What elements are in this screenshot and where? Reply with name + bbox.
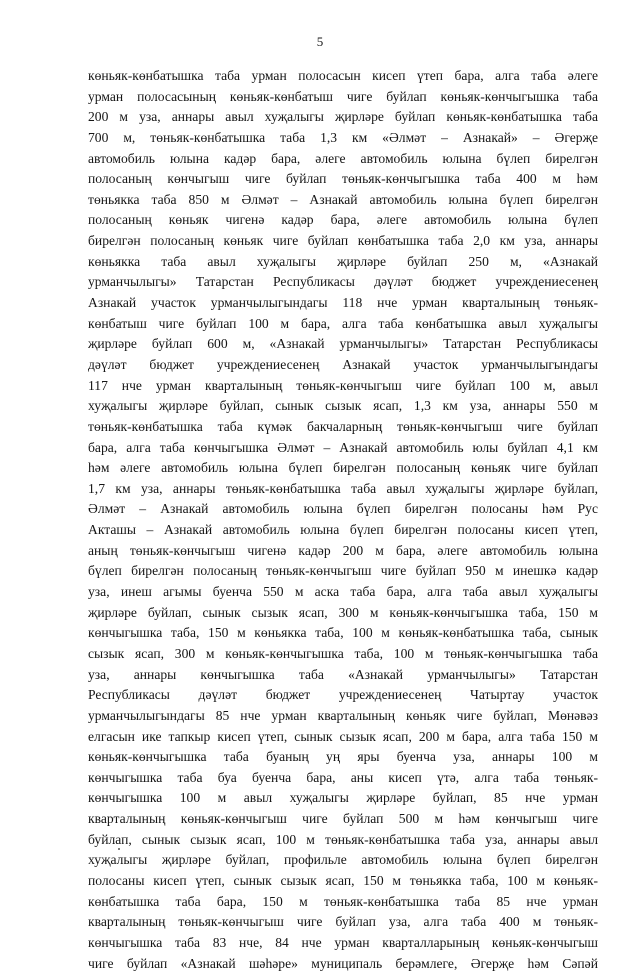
text-line: урманчылыгы» Татарстан Республикасы дәүләт бюджет учреждениесенең (88, 274, 598, 290)
text-line: Акташы – Азнакай автомобиль юлына бүлеп бирелгән полосаны кисеп үтеп, (88, 522, 598, 538)
text-line: көнчыгышка 100 м авыл хуҗалыгы җирләре буйлап, 85 нче урман (88, 790, 598, 806)
text-line: 700 м, төньяк-көнбатышка таба 1,3 км «Әлмәт – Азнакай» – Әгерҗе (88, 129, 598, 145)
text-line: көньяк-көнчыгышка таба буаның уң яры буенча уза, аннары 100 м (88, 749, 598, 765)
text-line: 117 нче урман кварталының төньяк-көнчыгыш чиге буйлап 100 м, авыл (88, 377, 598, 393)
text-line: Азнакай участок урманчылыгындагы 118 нче урман кварталының төньяк- (88, 295, 598, 311)
text-line: елгасын ике тапкыр кисеп үтеп, сынык сызык ясап, 200 м бара, алга таба 150 м (88, 728, 598, 744)
text-line: полосаның көньяк чигенә кадәр бара, әлеге автомобиль юлына бүлеп (88, 212, 598, 228)
text-line: дәүләт бюджет учреждениесенең Азнакай участок урманчылыгындагы (88, 356, 598, 372)
text-line: буйлап, сынык сызык ясап, 100 м төньяк-көнбатышка таба уза, аннары авыл (88, 831, 598, 847)
text-line: полосаның көнчыгыш чиге буйлап төньяк-көнчыгышка таба 400 м һәм (88, 171, 598, 187)
text-line: Республикасы дәүләт бюджет учреждениесенең Чатыртау участок (88, 687, 598, 703)
text-line: 1,7 км уза, аннары төньяк-көнбатышка таба авыл хуҗалыгы җирләре буйлап, (88, 480, 598, 496)
text-line: җирләре буйлап, сынык сызык ясап, 300 м көньяк-көнчыгышка таба, 150 м (88, 604, 598, 620)
text-line: бүлеп бирелгән полосаның төньяк-көнчыгыш чиге буйлап 950 м инешкә кадәр (88, 563, 598, 579)
page-number: 5 (316, 34, 324, 49)
text-line: көнчыгышка таба буа буенча бара, аны кисеп үтә, алга таба төньяк- (88, 769, 598, 785)
text-line: бара, алга таба көнчыгышка Әлмәт – Азнакай автомобиль юлы буйлап 4,1 км (88, 439, 598, 455)
body-paragraph (88, 66, 598, 974)
text-line: көнчыгышка таба 83 нче, 84 нче урман кварталларының көньяк-көнчыгыш (88, 934, 598, 950)
text-line: көнбатышка таба бара, 150 м төньяк-көнбатышка таба 85 нче урман (88, 893, 598, 909)
text-line: хуҗалыгы җирләре буйлап, профильле автомобиль юлына бүлеп бирелгән (88, 852, 598, 868)
text-line: Әлмәт – Азнакай автомобиль юлына бүлеп бирелгән полосаны һәм Рус (88, 501, 598, 517)
scan-speck (118, 848, 120, 850)
text-line: урман полосасының көньяк-көнбатыш чиге буйлап көньяк-көнчыгышка таба (88, 88, 598, 104)
text-line: һәм әлеге автомобиль юлына бүлеп бирелгән полосаның көньяк чиге буйлап (88, 460, 598, 476)
text-line: көнбатыш чиге буйлап 100 м бара, алга таба көнбатышка авыл хуҗалыгы (88, 315, 598, 331)
text-line: көнчыгышка таба, 150 м көньякка таба, 100 м көньяк-көнбатышка таба, сынык (88, 625, 598, 641)
text-line: хуҗалыгы җирләре буйлап, сынык сызык ясап, 1,3 км уза, аннары 550 м (88, 398, 598, 414)
text-line: төньякка таба 850 м Әлмәт – Азнакай автомобиль юлына бүлеп бирелгән (88, 191, 598, 207)
text-line: бирелгән полосаның көньяк чиге буйлап көнбатышка таба 2,0 км уза, аннары (88, 233, 598, 249)
text-line: төньяк-көнбатышка таба күмәк бакчаларның төньяк-көнчыгыш чиге буйлап (88, 418, 598, 434)
text-line: аның төньяк-көнчыгыш чигенә кадәр 200 м бара, әлеге автомобиль юлына (88, 542, 598, 558)
text-line: кварталының төньяк-көнчыгыш чиге буйлап уза, алга таба 400 м төньяк- (88, 914, 598, 930)
text-line: урманчылыгындагы 85 нче урман кварталының көньяк чиге буйлап, Мөнәвәз (88, 707, 598, 723)
text-line: чиге буйлап «Азнакай шәһәре» муниципаль берәмлеге, Әгерҗе һәм Сәпәй (88, 955, 598, 971)
text-line: автомобиль юлына кадәр бара, әлеге автомобиль юлына бүлеп бирелгән (88, 150, 598, 166)
text-line: полосаны кисеп үтеп, сынык сызык ясап, 150 м төньякка таба, 100 м көньяк- (88, 872, 598, 888)
text-line: 200 м уза, аннары авыл хуҗалыгы җирләре буйлап көньяк-көнбатышка таба (88, 109, 598, 125)
text-line: кварталының көньяк-көнчыгыш чиге буйлап 500 м һәм көнчыгыш чиге (88, 811, 598, 827)
text-line: уза, инеш агымы буенча 550 м аска таба бара, алга таба авыл хуҗалыгы (88, 584, 598, 600)
text-line: сызык ясап, 300 м көньяк-көнчыгышка таба, 100 м төньяк-көнчыгышка таба (88, 645, 598, 661)
text-line: көньяк-көнбатышка таба урман полосасын кисеп үтеп бара, алга таба әлеге (88, 68, 598, 83)
text-line: уза, аннары көнчыгышка таба «Азнакай урманчылыгы» Татарстан (88, 666, 598, 682)
text-line: көньякка таба авыл хуҗалыгы җирләре буйлап 250 м, «Азнакай (88, 253, 598, 269)
text-line: җирләре буйлап 600 м, «Азнакай урманчылыгы» Татарстан Республикасы (88, 336, 598, 352)
